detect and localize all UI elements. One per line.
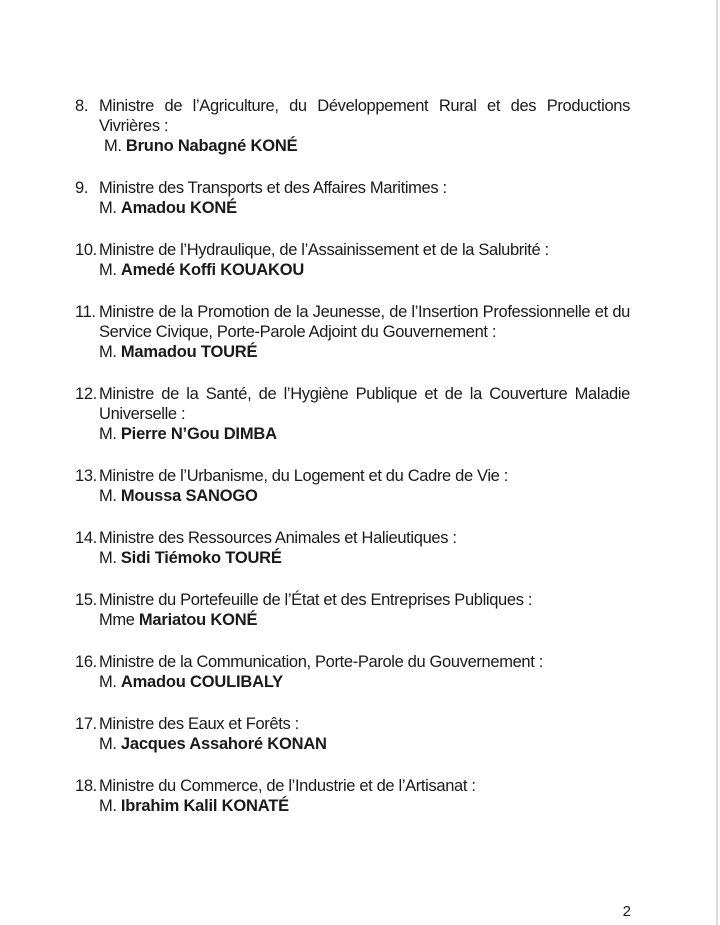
minister-name: Sidi Tiémoko TOURÉ	[120, 549, 282, 567]
list-item-minister-15	[75, 590, 630, 630]
ministry-title: Ministre du Commerce, de l’Industrie et de l’Artisanat :	[99, 777, 476, 795]
list-item-minister-10	[75, 240, 630, 280]
minister-name: Moussa SANOGO	[120, 487, 258, 505]
item-number: 14.	[75, 529, 97, 547]
ministry-title: Ministre de la Promotion de la Jeunesse, de l’Insertion Professionnelle et du Service Civique, Porte-Parole Adjoint du Gouvernement :	[99, 303, 630, 341]
page-number: 2	[622, 903, 631, 920]
ministry-title: Ministre des Ressources Animales et Halieutiques :	[99, 529, 457, 547]
ministry-title: Ministre de la Santé, de l’Hygiène Publique et de la Couverture Maladie Universelle :	[99, 385, 630, 423]
minister-line	[99, 198, 630, 218]
item-number: 15.	[75, 591, 97, 609]
list-item-minister-16	[75, 652, 630, 692]
civility: M.	[99, 735, 117, 753]
item-number: 12.	[75, 385, 97, 403]
list-item-minister-11	[75, 302, 630, 362]
civility: M.	[99, 199, 117, 217]
minister-name: Bruno Nabagné KONÉ	[125, 137, 298, 155]
item-number: 17.	[75, 715, 97, 733]
ministry-title: Ministre des Transports et des Affaires Maritimes :	[99, 179, 447, 197]
minister-line	[99, 734, 630, 754]
item-number: 11.	[75, 303, 96, 321]
minister-line	[99, 548, 630, 568]
ministers-list	[75, 96, 630, 838]
minister-line	[99, 610, 630, 630]
minister-name: Pierre N’Gou DIMBA	[120, 425, 277, 443]
minister-name: Amedé Koffi KOUAKOU	[120, 261, 305, 279]
ministry-title: Ministre de la Communication, Porte-Parole du Gouvernement :	[99, 653, 543, 671]
list-item-minister-13	[75, 466, 630, 506]
list-item-minister-14	[75, 528, 630, 568]
minister-line	[99, 424, 630, 444]
minister-line	[99, 672, 630, 692]
minister-line	[99, 260, 630, 280]
minister-name: Ibrahim Kalil KONATÉ	[120, 797, 289, 815]
list-item-minister-18	[75, 776, 630, 816]
minister-name: Amadou COULIBALY	[120, 673, 283, 691]
minister-name: Mamadou TOURÉ	[120, 343, 258, 361]
civility: Mme	[99, 611, 135, 629]
civility: M.	[99, 549, 117, 567]
item-number: 9.	[75, 179, 89, 197]
ministry-title: Ministre de l’Hydraulique, de l’Assainissement et de la Salubrité :	[99, 241, 549, 259]
minister-line	[99, 796, 630, 816]
item-number: 18.	[75, 777, 97, 795]
minister-name: Jacques Assahoré KONAN	[120, 735, 327, 753]
list-item-minister-17	[75, 714, 630, 754]
page-edge-shadow	[716, 0, 718, 925]
item-number: 16.	[75, 653, 97, 671]
civility: M.	[104, 137, 122, 155]
ministry-title: Ministre du Portefeuille de l’État et des Entreprises Publiques :	[99, 591, 533, 609]
ministry-title: Ministre de l’Urbanisme, du Logement et du Cadre de Vie :	[99, 467, 508, 485]
civility: M.	[99, 343, 117, 361]
list-item-minister-8	[75, 96, 630, 156]
list-item-minister-9	[75, 178, 630, 218]
list-item-minister-12	[75, 384, 630, 444]
ministry-title: Ministre des Eaux et Forêts :	[99, 715, 299, 733]
civility: M.	[99, 487, 117, 505]
civility: M.	[99, 673, 117, 691]
minister-name: Mariatou KONÉ	[138, 611, 258, 629]
minister-line	[99, 342, 630, 362]
ministry-title: Ministre de l’Agriculture, du Développement Rural et des Productions Vivrières :	[99, 97, 630, 135]
item-number: 8.	[75, 97, 89, 115]
item-number: 10.	[75, 241, 97, 259]
minister-line	[99, 486, 630, 506]
civility: M.	[99, 425, 117, 443]
minister-name: Amadou KONÉ	[120, 199, 237, 217]
minister-line	[99, 136, 630, 156]
item-number: 13.	[75, 467, 97, 485]
civility: M.	[99, 261, 117, 279]
civility: M.	[99, 797, 117, 815]
